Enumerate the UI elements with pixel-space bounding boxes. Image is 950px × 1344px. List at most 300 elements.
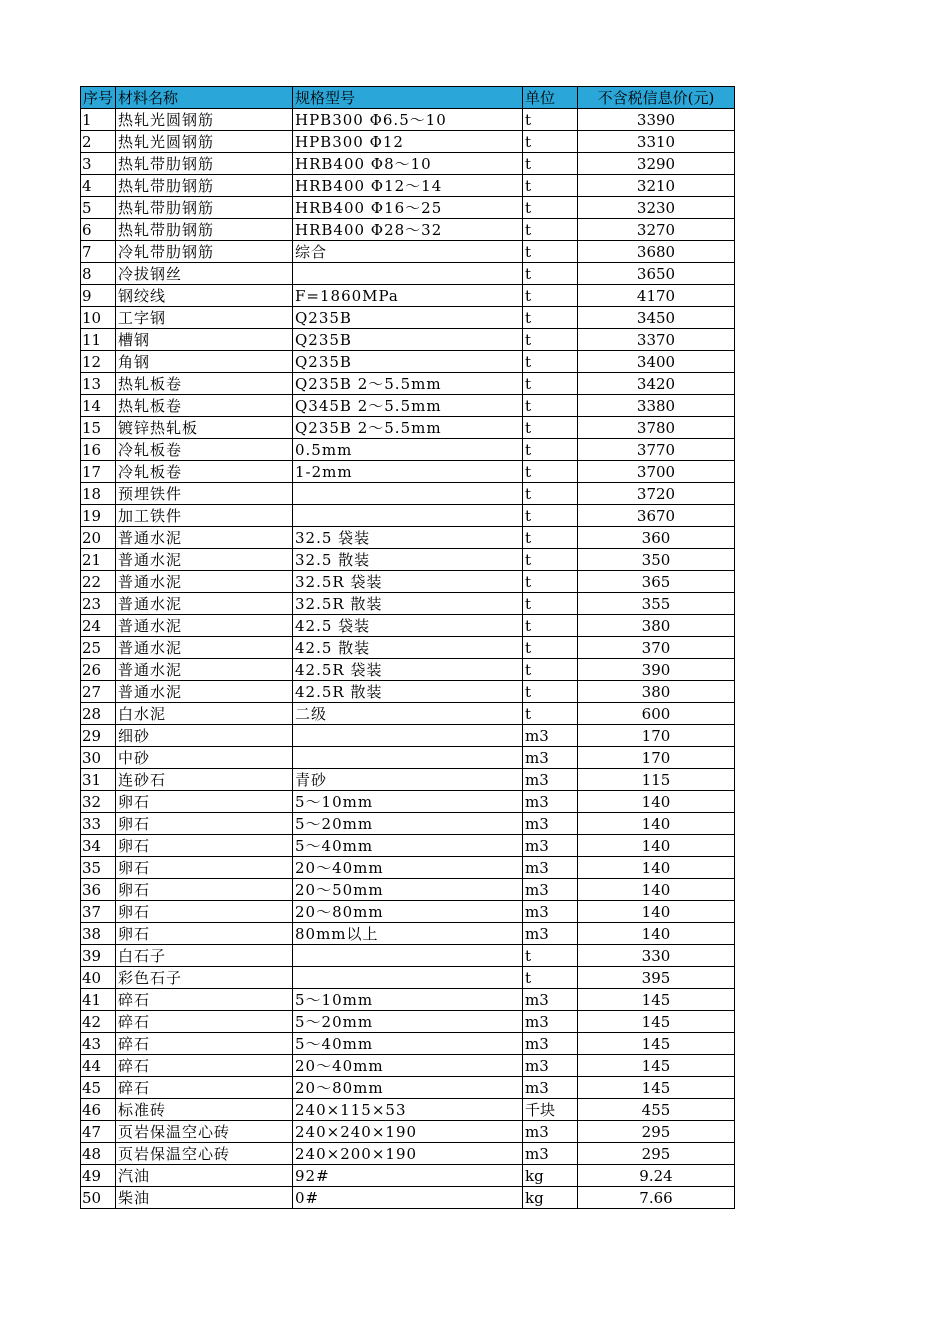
cell-spec[interactable]: 综合 [293, 241, 523, 263]
cell-name[interactable]: 热轧光圆钢筋 [116, 109, 293, 131]
cell-price[interactable]: 145 [578, 1055, 735, 1077]
table-row [81, 835, 735, 857]
cell-name[interactable]: 页岩保温空心砖 [116, 1121, 293, 1143]
table-row [81, 329, 735, 351]
cell-unit[interactable]: t [523, 967, 578, 989]
cell-price[interactable]: 3270 [578, 219, 735, 241]
cell-unit[interactable]: t [523, 351, 578, 373]
cell-name[interactable]: 热轧带肋钢筋 [116, 175, 293, 197]
cell-no[interactable]: 38 [81, 923, 116, 945]
cell-spec[interactable]: 32.5 散装 [293, 549, 523, 571]
cell-no[interactable]: 49 [81, 1165, 116, 1187]
cell-no[interactable]: 42 [81, 1011, 116, 1033]
cell-price[interactable]: 145 [578, 989, 735, 1011]
cell-price[interactable]: 600 [578, 703, 735, 725]
cell-name[interactable]: 连砂石 [116, 769, 293, 791]
cell-no[interactable]: 20 [81, 527, 116, 549]
cell-name[interactable]: 镀锌热轧板 [116, 417, 293, 439]
table-row [81, 967, 735, 989]
cell-price[interactable]: 380 [578, 615, 735, 637]
cell-no[interactable]: 34 [81, 835, 116, 857]
cell-name[interactable]: 工字钢 [116, 307, 293, 329]
price-table [80, 86, 735, 1209]
cell-name[interactable]: 冷拔钢丝 [116, 263, 293, 285]
cell-price[interactable]: 3720 [578, 483, 735, 505]
cell-spec[interactable] [293, 967, 523, 989]
table-row [81, 197, 735, 219]
cell-name[interactable]: 普通水泥 [116, 571, 293, 593]
cell-name[interactable]: 热轧带肋钢筋 [116, 197, 293, 219]
table-row [81, 131, 735, 153]
cell-name[interactable]: 普通水泥 [116, 681, 293, 703]
cell-unit[interactable]: t [523, 527, 578, 549]
cell-spec[interactable]: Q235B 2～5.5mm [293, 373, 523, 395]
cell-name[interactable]: 卵石 [116, 813, 293, 835]
table-row [81, 1011, 735, 1033]
cell-spec[interactable]: 20～50mm [293, 879, 523, 901]
cell-no[interactable]: 15 [81, 417, 116, 439]
table-row [81, 307, 735, 329]
cell-unit[interactable]: m3 [523, 1077, 578, 1099]
cell-name[interactable]: 普通水泥 [116, 659, 293, 681]
cell-spec[interactable] [293, 505, 523, 527]
cell-no[interactable]: 2 [81, 131, 116, 153]
cell-unit[interactable]: t [523, 593, 578, 615]
cell-name[interactable]: 卵石 [116, 879, 293, 901]
cell-name[interactable]: 卵石 [116, 835, 293, 857]
table-row [81, 879, 735, 901]
cell-unit[interactable]: t [523, 175, 578, 197]
cell-no[interactable]: 29 [81, 725, 116, 747]
table-row [81, 901, 735, 923]
cell-spec[interactable]: 240×115×53 [293, 1099, 523, 1121]
cell-no[interactable]: 3 [81, 153, 116, 175]
cell-spec[interactable] [293, 747, 523, 769]
cell-price[interactable]: 140 [578, 791, 735, 813]
cell-name[interactable]: 钢绞线 [116, 285, 293, 307]
cell-name[interactable]: 角钢 [116, 351, 293, 373]
cell-price[interactable]: 140 [578, 923, 735, 945]
cell-price[interactable]: 4170 [578, 285, 735, 307]
cell-unit[interactable]: t [523, 307, 578, 329]
cell-price[interactable]: 140 [578, 835, 735, 857]
cell-name[interactable]: 冷轧带肋钢筋 [116, 241, 293, 263]
cell-name[interactable]: 卵石 [116, 791, 293, 813]
cell-no[interactable]: 26 [81, 659, 116, 681]
cell-name[interactable]: 碎石 [116, 1033, 293, 1055]
table-header [81, 87, 735, 109]
cell-unit[interactable]: t [523, 945, 578, 967]
table-row [81, 1187, 735, 1209]
cell-unit[interactable]: t [523, 439, 578, 461]
cell-price[interactable]: 140 [578, 901, 735, 923]
table-row [81, 263, 735, 285]
cell-unit[interactable]: kg [523, 1165, 578, 1187]
cell-unit[interactable]: t [523, 549, 578, 571]
table-row [81, 747, 735, 769]
cell-unit[interactable]: m3 [523, 989, 578, 1011]
cell-no[interactable]: 14 [81, 395, 116, 417]
cell-no[interactable]: 21 [81, 549, 116, 571]
cell-price[interactable]: 145 [578, 1033, 735, 1055]
cell-spec[interactable]: 80mm以上 [293, 923, 523, 945]
cell-spec[interactable] [293, 263, 523, 285]
cell-spec[interactable]: HRB400 Φ28～32 [293, 219, 523, 241]
cell-unit[interactable]: t [523, 461, 578, 483]
cell-no[interactable]: 17 [81, 461, 116, 483]
cell-no[interactable]: 6 [81, 219, 116, 241]
cell-price[interactable]: 3420 [578, 373, 735, 395]
table-row [81, 659, 735, 681]
cell-unit[interactable]: m3 [523, 747, 578, 769]
table-row [81, 703, 735, 725]
cell-unit[interactable]: m3 [523, 879, 578, 901]
cell-name[interactable]: 普通水泥 [116, 549, 293, 571]
cell-no[interactable]: 10 [81, 307, 116, 329]
cell-price[interactable]: 170 [578, 725, 735, 747]
cell-no[interactable]: 16 [81, 439, 116, 461]
cell-spec[interactable] [293, 483, 523, 505]
cell-name[interactable]: 槽钢 [116, 329, 293, 351]
cell-unit[interactable]: t [523, 285, 578, 307]
cell-unit[interactable]: kg [523, 1187, 578, 1209]
cell-spec[interactable]: 5～10mm [293, 989, 523, 1011]
table-row [81, 505, 735, 527]
cell-name[interactable]: 细砂 [116, 725, 293, 747]
cell-price[interactable]: 3680 [578, 241, 735, 263]
cell-spec[interactable]: 240×200×190 [293, 1143, 523, 1165]
cell-spec[interactable]: 20～40mm [293, 857, 523, 879]
cell-price[interactable]: 140 [578, 813, 735, 835]
cell-no[interactable]: 44 [81, 1055, 116, 1077]
cell-price[interactable]: 380 [578, 681, 735, 703]
cell-unit[interactable]: m3 [523, 1033, 578, 1055]
cell-unit[interactable]: t [523, 681, 578, 703]
table-row [81, 615, 735, 637]
cell-spec[interactable]: HPB300 Φ6.5～10 [293, 109, 523, 131]
cell-no[interactable]: 13 [81, 373, 116, 395]
cell-unit[interactable]: t [523, 329, 578, 351]
cell-unit[interactable]: t [523, 197, 578, 219]
cell-spec[interactable]: Q235B 2～5.5mm [293, 417, 523, 439]
cell-name[interactable]: 冷轧板卷 [116, 439, 293, 461]
cell-spec[interactable]: HRB400 Φ12～14 [293, 175, 523, 197]
cell-name[interactable]: 彩色石子 [116, 967, 293, 989]
table-row [81, 241, 735, 263]
cell-no[interactable]: 1 [81, 109, 116, 131]
cell-unit[interactable]: t [523, 505, 578, 527]
cell-name[interactable]: 冷轧板卷 [116, 461, 293, 483]
cell-price[interactable]: 3450 [578, 307, 735, 329]
cell-no[interactable]: 11 [81, 329, 116, 351]
cell-name[interactable]: 碎石 [116, 1077, 293, 1099]
cell-price[interactable]: 145 [578, 1011, 735, 1033]
cell-no[interactable]: 37 [81, 901, 116, 923]
cell-no[interactable]: 48 [81, 1143, 116, 1165]
cell-unit[interactable]: t [523, 703, 578, 725]
cell-unit[interactable]: t [523, 241, 578, 263]
cell-unit[interactable]: m3 [523, 857, 578, 879]
cell-price[interactable]: 115 [578, 769, 735, 791]
cell-no[interactable]: 35 [81, 857, 116, 879]
cell-price[interactable]: 7.66 [578, 1187, 735, 1209]
cell-spec[interactable]: 42.5R 袋装 [293, 659, 523, 681]
cell-no[interactable]: 32 [81, 791, 116, 813]
table-row [81, 1055, 735, 1077]
table-row [81, 285, 735, 307]
cell-spec[interactable]: HRB400 Φ16～25 [293, 197, 523, 219]
cell-name[interactable]: 普通水泥 [116, 527, 293, 549]
cell-spec[interactable]: 240×240×190 [293, 1121, 523, 1143]
cell-no[interactable]: 22 [81, 571, 116, 593]
cell-unit[interactable]: m3 [523, 725, 578, 747]
cell-spec[interactable]: 青砂 [293, 769, 523, 791]
cell-no[interactable]: 25 [81, 637, 116, 659]
cell-unit[interactable]: t [523, 219, 578, 241]
cell-spec[interactable]: Q235B [293, 351, 523, 373]
cell-price[interactable]: 3310 [578, 131, 735, 153]
cell-no[interactable]: 36 [81, 879, 116, 901]
cell-name[interactable]: 标准砖 [116, 1099, 293, 1121]
cell-no[interactable]: 4 [81, 175, 116, 197]
cell-no[interactable]: 12 [81, 351, 116, 373]
table-row [81, 769, 735, 791]
table-row [81, 109, 735, 131]
table-row [81, 1099, 735, 1121]
table-row [81, 373, 735, 395]
table-row [81, 549, 735, 571]
cell-price[interactable]: 3210 [578, 175, 735, 197]
cell-price[interactable]: 145 [578, 1077, 735, 1099]
cell-unit[interactable]: t [523, 571, 578, 593]
table-row [81, 857, 735, 879]
cell-spec[interactable]: 5～40mm [293, 835, 523, 857]
cell-name[interactable]: 页岩保温空心砖 [116, 1143, 293, 1165]
cell-unit[interactable]: m3 [523, 901, 578, 923]
cell-price[interactable]: 3290 [578, 153, 735, 175]
cell-unit[interactable]: t [523, 263, 578, 285]
cell-name[interactable]: 中砂 [116, 747, 293, 769]
cell-unit[interactable]: m3 [523, 769, 578, 791]
cell-no[interactable]: 23 [81, 593, 116, 615]
cell-price[interactable]: 3780 [578, 417, 735, 439]
cell-no[interactable]: 45 [81, 1077, 116, 1099]
cell-unit[interactable]: t [523, 417, 578, 439]
cell-name[interactable]: 预埋铁件 [116, 483, 293, 505]
cell-spec[interactable]: 5～40mm [293, 1033, 523, 1055]
cell-no[interactable]: 41 [81, 989, 116, 1011]
cell-no[interactable]: 28 [81, 703, 116, 725]
table-row [81, 1121, 735, 1143]
cell-spec[interactable]: 0.5mm [293, 439, 523, 461]
header-unit[interactable]: 单位 [523, 87, 578, 109]
cell-spec[interactable]: HRB400 Φ8～10 [293, 153, 523, 175]
cell-spec[interactable]: 5～10mm [293, 791, 523, 813]
table-row [81, 1143, 735, 1165]
table-row [81, 483, 735, 505]
cell-spec[interactable]: Q235B [293, 307, 523, 329]
cell-no[interactable]: 40 [81, 967, 116, 989]
cell-spec[interactable]: 42.5 散装 [293, 637, 523, 659]
cell-price[interactable]: 390 [578, 659, 735, 681]
cell-price[interactable]: 170 [578, 747, 735, 769]
cell-spec[interactable]: 32.5 袋装 [293, 527, 523, 549]
table-row [81, 175, 735, 197]
header-spec[interactable]: 规格型号 [293, 87, 523, 109]
cell-no[interactable]: 8 [81, 263, 116, 285]
cell-name[interactable]: 卵石 [116, 901, 293, 923]
cell-no[interactable]: 18 [81, 483, 116, 505]
cell-price[interactable]: 350 [578, 549, 735, 571]
cell-spec[interactable]: 1-2mm [293, 461, 523, 483]
table-row [81, 637, 735, 659]
cell-unit[interactable]: m3 [523, 1143, 578, 1165]
cell-price[interactable]: 140 [578, 879, 735, 901]
cell-no[interactable]: 5 [81, 197, 116, 219]
cell-name[interactable]: 普通水泥 [116, 615, 293, 637]
cell-name[interactable]: 热轧板卷 [116, 373, 293, 395]
cell-price[interactable]: 3390 [578, 109, 735, 131]
cell-price[interactable]: 3700 [578, 461, 735, 483]
table-row [81, 461, 735, 483]
cell-price[interactable]: 365 [578, 571, 735, 593]
cell-no[interactable]: 43 [81, 1033, 116, 1055]
cell-name[interactable]: 汽油 [116, 1165, 293, 1187]
header-no[interactable]: 序号 [81, 87, 116, 109]
cell-name[interactable]: 普通水泥 [116, 637, 293, 659]
cell-price[interactable]: 3380 [578, 395, 735, 417]
cell-name[interactable]: 碎石 [116, 1011, 293, 1033]
cell-no[interactable]: 7 [81, 241, 116, 263]
cell-spec[interactable] [293, 725, 523, 747]
cell-price[interactable]: 3650 [578, 263, 735, 285]
table-row [81, 1077, 735, 1099]
cell-no[interactable]: 27 [81, 681, 116, 703]
cell-no[interactable]: 9 [81, 285, 116, 307]
cell-spec[interactable]: 32.5R 散装 [293, 593, 523, 615]
cell-unit[interactable]: m3 [523, 923, 578, 945]
cell-price[interactable]: 395 [578, 967, 735, 989]
table-row [81, 725, 735, 747]
cell-no[interactable]: 24 [81, 615, 116, 637]
cell-name[interactable]: 白石子 [116, 945, 293, 967]
cell-no[interactable]: 30 [81, 747, 116, 769]
table-row [81, 791, 735, 813]
table-row [81, 417, 735, 439]
cell-spec[interactable]: 20～80mm [293, 901, 523, 923]
cell-price[interactable]: 330 [578, 945, 735, 967]
table-row [81, 527, 735, 549]
cell-price[interactable]: 355 [578, 593, 735, 615]
cell-spec[interactable]: 32.5R 袋装 [293, 571, 523, 593]
cell-price[interactable]: 370 [578, 637, 735, 659]
cell-price[interactable]: 3230 [578, 197, 735, 219]
cell-name[interactable]: 卵石 [116, 923, 293, 945]
cell-no[interactable]: 19 [81, 505, 116, 527]
cell-price[interactable]: 295 [578, 1143, 735, 1165]
cell-no[interactable]: 50 [81, 1187, 116, 1209]
cell-name[interactable]: 普通水泥 [116, 593, 293, 615]
cell-unit[interactable]: m3 [523, 1011, 578, 1033]
cell-name[interactable]: 热轧带肋钢筋 [116, 219, 293, 241]
table-row [81, 351, 735, 373]
cell-price[interactable]: 295 [578, 1121, 735, 1143]
cell-spec[interactable]: 0# [293, 1187, 523, 1209]
cell-price[interactable]: 9.24 [578, 1165, 735, 1187]
cell-spec[interactable] [293, 945, 523, 967]
cell-spec[interactable]: HPB300 Φ12 [293, 131, 523, 153]
cell-unit[interactable]: t [523, 637, 578, 659]
cell-name[interactable]: 热轧光圆钢筋 [116, 131, 293, 153]
cell-price[interactable]: 455 [578, 1099, 735, 1121]
cell-unit[interactable]: t [523, 373, 578, 395]
cell-price[interactable]: 3400 [578, 351, 735, 373]
cell-name[interactable]: 加工铁件 [116, 505, 293, 527]
cell-unit[interactable]: m3 [523, 835, 578, 857]
cell-unit[interactable]: t [523, 153, 578, 175]
cell-name[interactable]: 卵石 [116, 857, 293, 879]
cell-spec[interactable]: 二级 [293, 703, 523, 725]
cell-no[interactable]: 46 [81, 1099, 116, 1121]
cell-unit[interactable]: m3 [523, 1121, 578, 1143]
header-price[interactable]: 不含税信息价(元) [578, 87, 735, 109]
cell-spec[interactable]: 20～40mm [293, 1055, 523, 1077]
table-row [81, 945, 735, 967]
cell-no[interactable]: 39 [81, 945, 116, 967]
cell-price[interactable]: 3670 [578, 505, 735, 527]
cell-spec[interactable]: F=1860MPa [293, 285, 523, 307]
cell-spec[interactable]: Q345B 2～5.5mm [293, 395, 523, 417]
cell-unit[interactable]: t [523, 131, 578, 153]
cell-spec[interactable]: 20～80mm [293, 1077, 523, 1099]
table-row [81, 813, 735, 835]
cell-unit[interactable]: t [523, 109, 578, 131]
cell-no[interactable]: 33 [81, 813, 116, 835]
cell-unit[interactable]: 千块 [523, 1099, 578, 1121]
table-row [81, 1033, 735, 1055]
cell-unit[interactable]: m3 [523, 791, 578, 813]
cell-unit[interactable]: t [523, 615, 578, 637]
cell-price[interactable]: 140 [578, 857, 735, 879]
cell-name[interactable]: 柴油 [116, 1187, 293, 1209]
cell-price[interactable]: 3770 [578, 439, 735, 461]
cell-spec[interactable]: Q235B [293, 329, 523, 351]
table-row [81, 571, 735, 593]
table-row [81, 593, 735, 615]
cell-name[interactable]: 碎石 [116, 989, 293, 1011]
cell-unit[interactable]: m3 [523, 813, 578, 835]
cell-spec[interactable]: 5～20mm [293, 1011, 523, 1033]
cell-name[interactable]: 热轧板卷 [116, 395, 293, 417]
cell-spec[interactable]: 5～20mm [293, 813, 523, 835]
cell-no[interactable]: 31 [81, 769, 116, 791]
cell-unit[interactable]: t [523, 659, 578, 681]
cell-unit[interactable]: t [523, 483, 578, 505]
cell-unit[interactable]: m3 [523, 1055, 578, 1077]
cell-name[interactable]: 碎石 [116, 1055, 293, 1077]
cell-price[interactable]: 3370 [578, 329, 735, 351]
cell-spec[interactable]: 42.5R 散装 [293, 681, 523, 703]
table-row [81, 1165, 735, 1187]
cell-price[interactable]: 360 [578, 527, 735, 549]
cell-spec[interactable]: 92# [293, 1165, 523, 1187]
cell-name[interactable]: 热轧带肋钢筋 [116, 153, 293, 175]
cell-no[interactable]: 47 [81, 1121, 116, 1143]
cell-name[interactable]: 白水泥 [116, 703, 293, 725]
cell-unit[interactable]: t [523, 395, 578, 417]
cell-spec[interactable]: 42.5 袋装 [293, 615, 523, 637]
header-name[interactable]: 材料名称 [116, 87, 293, 109]
